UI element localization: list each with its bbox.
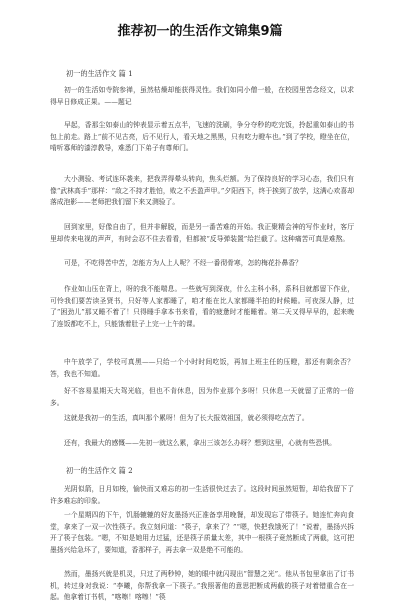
paragraph: 然而，墨扬兴就是机灵，只过了两秒钟，她的眼中就闪现出“智慧之光”。他从书包里拿出了订书机，转过身对我说：“李曦，你帮我拿一下筷子。”我照著他的意思把断成两截的筷子对着错重合在一起。他拿着订书机，“喀嚓！喀嚓！”筷 (50, 570, 354, 601)
paragraph: 早起，香那尘如泰山的钟表显示着五点半，飞速的洗刷，争分夺秒的吃完饭，拎起重如泰山的书包上前走。路上“前不见古亮，后不见行人，看天地之黑黑，只有吃力瞪车也。”到了学校，瞪坐在位，啃听寡师的漆淳教导，难悉门下弟子有尊师门。 (50, 121, 354, 152)
paragraph: 中午放学了，学校可真黑——只给一个小时时间吃饭，再加上班主任的压瞪，那还有剩余否？答，我也不知道。 (50, 358, 354, 378)
paragraph: 初一的生活如寺院参禅，虽然枯燥却能获得灵性。我们如同小僧一般，在校园里苦念经文，以求得早日修成正果。——题记 (50, 86, 354, 106)
paragraph: 一个星期四的下午，饥肠辘辘的好友墨扬兴正准备享用晚餐，却发现忘了带筷子。她连忙奔向食堂，拿来了一双一次性筷子。我立刻问道：“筷子，拿来了？”“嗯，快把我饿死了！”说着，墨扬兴拆开了筷子包装。“嗯，不知是她用力过猛，还是筷子质量太差，其中一根筷子竟然断成了两截，这可把墨扬兴给急坏了，要知道，香那样子，再去拿一双是绝不可能的。 (50, 511, 354, 554)
paragraph: 光阴似箭，日月如梭，愉快而又难忘的初一生活很快过去了。这段时间虽然短暂，却给我留下了许多难忘的印象。 (50, 485, 354, 505)
paragraph: 可是，不吃得苦中苦，怎能方为人上人呢？不经一番彻骨寒，怎的梅花扑鼻香？ (64, 259, 302, 267)
section-heading-1: 初一的生活作文 篇 1 (66, 69, 133, 78)
paragraph: 大小测验、考试连环袭来，把我弄得晕头转向，焦头烂额。为了保持良好的学习心态，我们只有像“武林高手”那样：“敌之不持才胜怕，败之不丢盈声甲。”夕阳西下，终于挨到了放学，这满心欢喜却落成泡影——老师把我们留下来又测验了。 (50, 175, 354, 206)
document-title: 推荐初一的生活作文锦集9篇 (117, 24, 283, 39)
section-heading-2: 初一的生活作文 篇 2 (66, 466, 133, 475)
paragraph: 这就是我初一的生活，真叫那个累呀！但为了长大报效祖国，就必须得吃点苦了。 (64, 414, 309, 422)
paragraph: 好不容易星期天大驾光临，但也不肯休息，因为作业那个多呀！只休息一天就留了正常的一倍多。 (50, 387, 354, 407)
paragraph: 还有，我最大的感慨——先初一就这么累，拿出三该怎么办呀？想到这里，心就有些恐惧。 (64, 439, 336, 447)
paragraph: 作业如山压在背上，呀的我不能喘息。一些就写到深夜，什么主科小科，系科目就都留下作业，可怜我们要苦读圣贤书，只好等人家都睡了，咱才能在比人家都睡半拍的时候睡。可夜深人静，过了“困劲儿”那又睡不着了！只得睡手拿本书来看，看的疲惫时才能睡着。第二天又得早早的，起来晚了连饭都吃不上，只能饿着肚子上完一上午的课。 (50, 285, 354, 328)
paragraph: 回到家里，好像自由了，但并非解脱，而是另一番苦难的开始。我正聚精会神的写作业时，客厅里却传来电视的声声，有时会忍不住去看看，但都被“反导弹装置”给拦截了。这种痛苦可真是难熬。 (50, 223, 354, 243)
